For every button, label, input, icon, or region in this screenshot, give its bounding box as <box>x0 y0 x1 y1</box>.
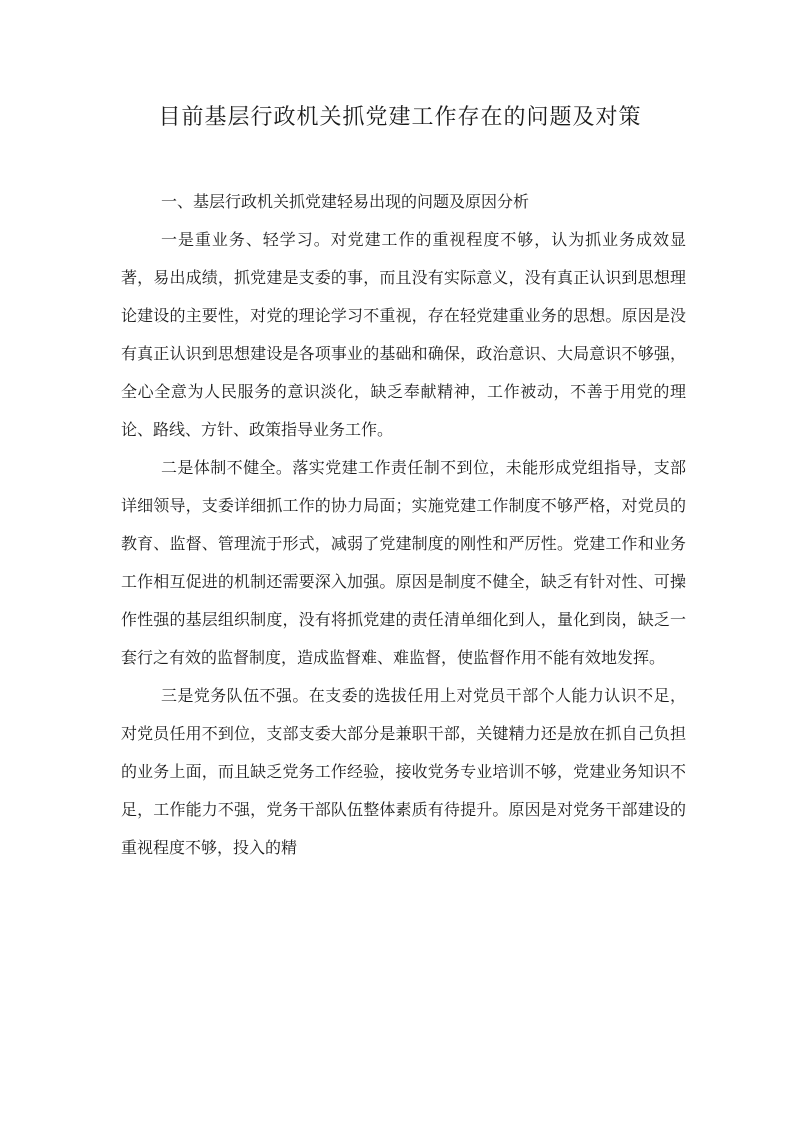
section-heading: 一、基层行政机关抓党建轻易出现的问题及原因分析 <box>161 192 530 211</box>
paragraph-1: 一是重业务、轻学习。对党建工作的重视程度不够，认为抓业务成效显著，易出成绩，抓党建是支委的事，而且没有实际意义，没有真正认识到思想理论建设的主要性，对党的理论学习不重视，存在轻党建重业务的思想。原因是没有真正认识到思想建设是各项事业的基础和确保，政治意识、大局意识不够强，全心全意为人民服务的意识淡化，缺乏奉献精神，工作被动，不善于用党的理论、路线、方针、政策指导业务工作。 <box>121 230 686 439</box>
document-title: 目前基层行政机关抓党建工作存在的问题及对策 <box>158 105 642 130</box>
paragraph-2: 二是体制不健全。落实党建工作责任制不到位，未能形成党组指导，支部详细领导，支委详细抓工作的协力局面；实施党建工作制度不够严格，对党员的教育、监督、管理流于形式，减弱了党建制度的刚性和严厉性。党建工作和业务工作相互促进的机制还需要深入加强。原因是制度不健全，缺乏有针对性、可操作性强的基层组织制度，没有将抓党建的责任清单细化到人，量化到岗，缺乏一套行之有效的监督制度，造成监督难、难监督，使监督作用不能有效地发挥。 <box>121 458 686 667</box>
paragraph-3: 三是党务队伍不强。在支委的选拔任用上对党员干部个人能力认识不足，对党员任用不到位，支部支委大部分是兼职干部，关键精力还是放在抓自己负担的业务上面，而且缺乏党务工作经验，接收党务专业培训不够，党建业务知识不足，工作能力不强，党务干部队伍整体素质有待提升。原因是对党务干部建设的重视程度不够，投入的精 <box>121 686 686 857</box>
document-body <box>121 183 686 867</box>
